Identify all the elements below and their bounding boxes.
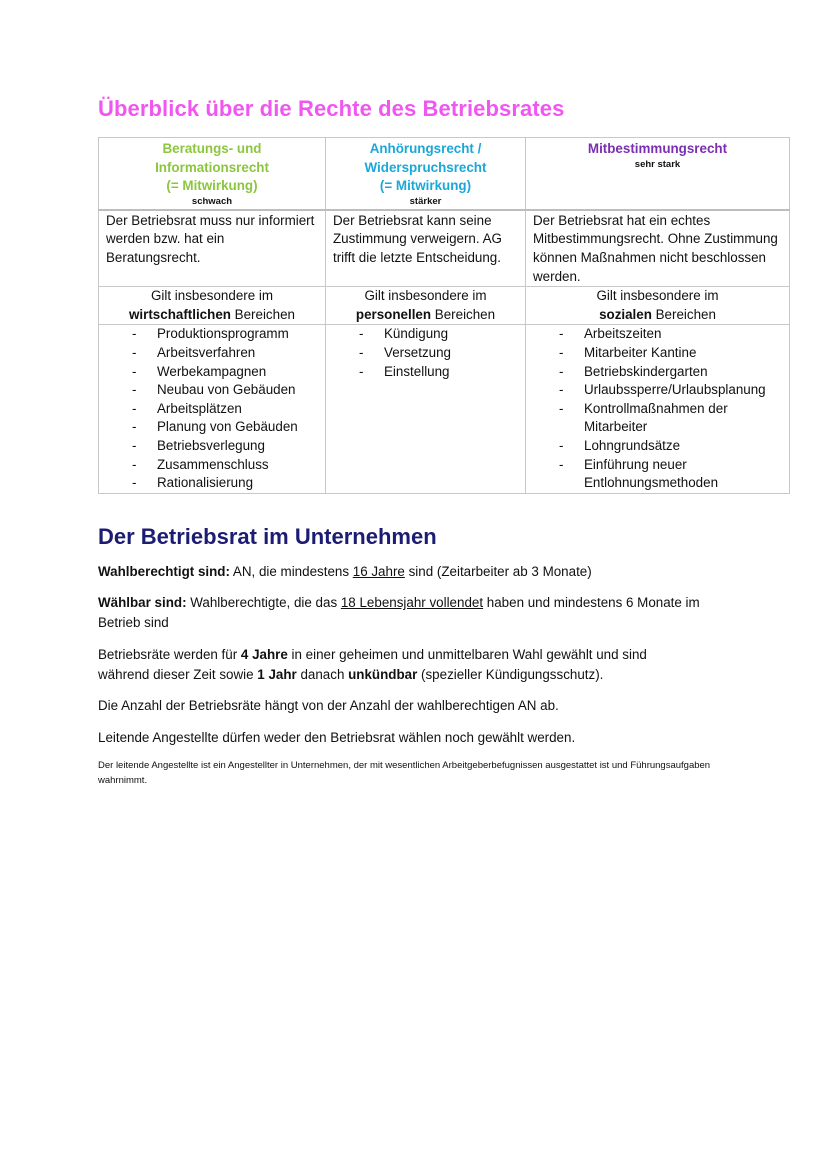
strength-label: schwach [191,195,233,207]
description-text: Der Betriebsrat kann seine Zustimmung verweigern. AG trifft die letzte Entscheidung. [333,212,502,265]
focus-prefix: Gilt insbesondere im [364,288,487,304]
item-list [526,325,789,492]
focus-row [99,287,790,325]
underlined-text: 18 Lebensjahr vollendet [340,595,484,610]
list-item: - Betriebsverlegung [99,437,321,456]
description-text: Der Betriebsrat hat ein echtes Mitbestimmungsrecht. Ohne Zustimmung können Maßnahmen nicht beschlossen werden. [533,212,778,284]
list-item: - Arbeitsverfahren [99,344,321,363]
rights-table [98,137,790,494]
list-item: - Lohngrundsätze [526,437,785,456]
list-item: - Mitarbeiter Kantine [526,344,785,363]
header-line: Widerspruchsrecht [364,159,487,175]
bold-text: unkündbar [348,667,418,682]
header-cell-information [99,138,326,210]
list-item: - Planung von Gebäuden [99,418,321,437]
list-item: - Arbeitszeiten [526,325,785,344]
focus-area [99,287,325,324]
header-line: Informationsrecht [155,159,269,175]
paragraph-eligible-candidates [98,593,738,633]
list-item: - Neubau von Gebäuden [99,381,321,400]
header-line: Anhörungsrecht / [369,141,482,156]
item-list [99,325,325,492]
paragraph-eligible-voters [98,562,738,582]
text-span: (spezieller Kündigungsschutz). [417,667,604,682]
header-line: (= Mitwirkung) [166,178,258,194]
header-line: Mitbestimmungsrecht [587,141,728,156]
focus-suffix: Bereichen [431,306,496,322]
list-item: - Betriebskindergarten [526,363,785,382]
items-row [99,325,790,493]
header-cell-codetermination [526,138,790,210]
list-item: - Zusammenschluss [99,456,321,475]
list-item: - Produktionsprogramm [99,325,321,344]
strength-label: sehr stark [634,158,681,170]
header-line: Beratungs- und [162,141,262,156]
focus-prefix: Gilt insbesondere im [596,288,719,304]
description-text: Der Betriebsrat muss nur informiert werden bzw. hat ein Beratungsrecht. [106,212,315,265]
text-span: sind (Zeitarbeiter ab 3 Monate) [404,564,592,579]
text-span: Wahlberechtigte, die das [186,595,341,610]
section-title: Der Betriebsrat im Unternehmen [98,524,437,549]
paragraph-term [98,645,698,685]
underlined-text: 16 Jahre [352,564,405,579]
table-header-row [99,138,790,210]
footnote: Der leitende Angestellte ist ein Angestellter in Unternehmen, der mit wesentlichen Arbeitgeberbefugnissen ausgestattet ist und Führungsaufgaben wahrnimmt. [98,760,711,786]
focus-area [526,287,789,324]
strength-label: stärker [409,195,442,207]
description-row [99,210,790,287]
page-title: Überblick über die Rechte des Betriebsrates [98,96,565,121]
text-span: AN, die mindestens [229,564,353,579]
focus-suffix: Bereichen [651,306,716,322]
list-item: - Einführung neuer Entlohnungsmethoden [526,456,785,493]
list-item: - Urlaubssperre/Urlaubsplanung [526,381,785,400]
list-item: - Arbeitsplätzen [99,400,321,419]
list-item: - Einstellung [326,363,521,382]
list-item: - Versetzung [326,344,521,363]
bold-text: 4 Jahre [240,647,288,662]
header-line: (= Mitwirkung) [379,178,472,194]
text-span: danach [296,667,349,682]
text-span: Betriebsräte werden für [98,647,241,662]
item-list [326,325,525,381]
focus-suffix: Bereichen [230,306,295,322]
list-item: - Kündigung [326,325,521,344]
focus-keyword: personellen [355,306,432,322]
focus-keyword: wirtschaftlichen [129,306,231,322]
header-cell-objection [326,138,526,210]
bold-text: 1 Jahr [257,667,297,682]
focus-prefix: Gilt insbesondere im [150,288,274,304]
list-item: - Werbekampagnen [99,363,321,382]
text-span: in einer geheimen und unmittelbaren Wahl gewählt und sind während dieser Zeit sowie [98,647,647,682]
paragraph-executives: Leitende Angestellte dürfen weder den Betriebsrat wählen noch gewählt werden. [98,730,576,745]
list-item: - Kontrollmaßnahmen der Mitarbeiter [526,400,785,437]
list-item: - Rationalisierung [99,474,321,493]
paragraph-number-of-members: Die Anzahl der Betriebsräte hängt von der Anzahl der wahlberechtigen AN ab. [98,698,559,713]
text-span: haben und mindestens 6 Monate im Betrieb sind [98,595,700,630]
focus-area [326,287,525,324]
paragraph-label: Wählbar sind: [98,595,187,610]
focus-keyword: sozialen [599,306,652,322]
paragraph-label: Wahlberechtigt sind: [98,564,230,579]
